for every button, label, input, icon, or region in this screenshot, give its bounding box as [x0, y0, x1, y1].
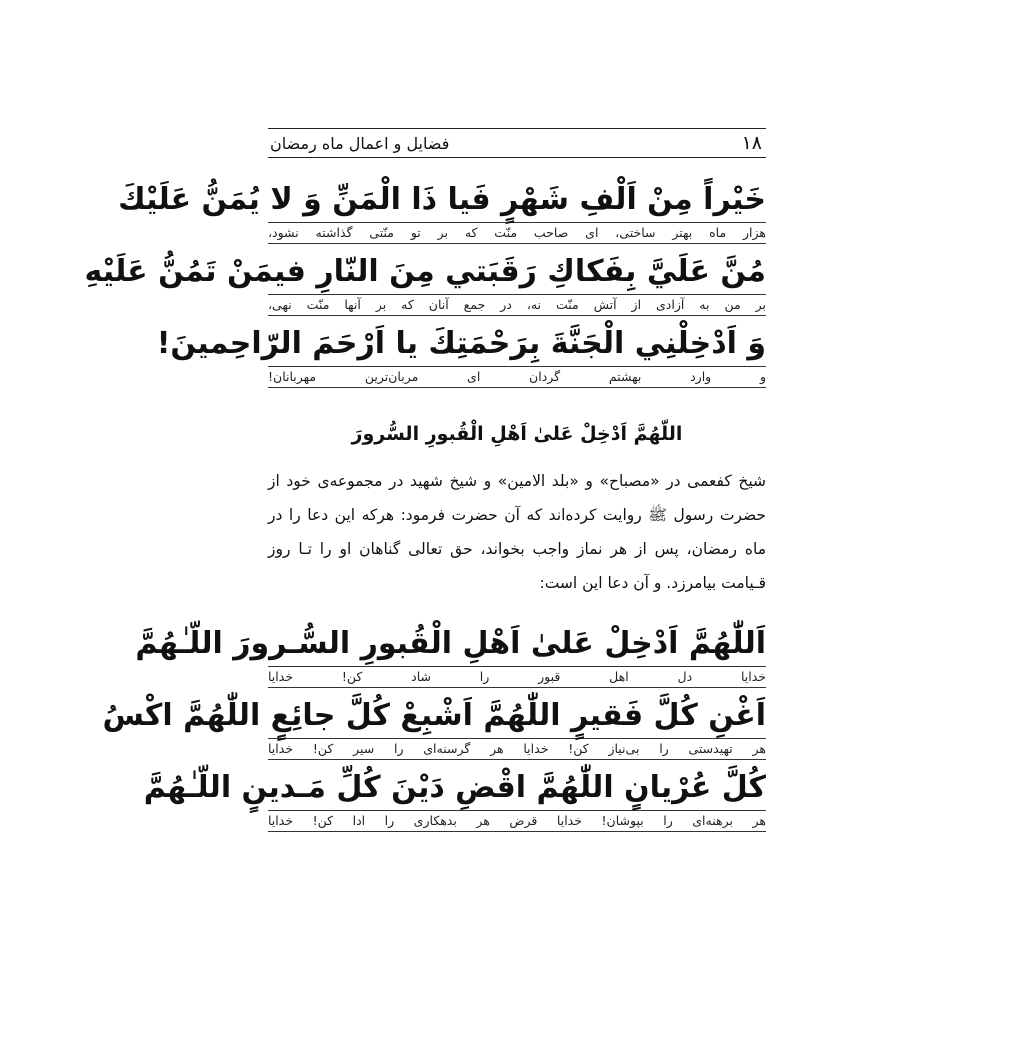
persian-translation: هر تهیدستی را بی‌نیاز کن! خدایا هر گرسنه‌ای را سیر کن! خدایا: [268, 738, 766, 760]
persian-translation: بر من به آزادی از آتش منّت نه، در جمع آنان که بر آنها منّت نهی،: [268, 294, 766, 316]
persian-translation: هزار ماه بهتر ساختی، ای صاحب منّت که بر تو منّتی گذاشته نشود،: [268, 222, 766, 244]
section-heading: اللّهُمَّ اَدْخِلْ عَلیٰ اَهْلِ الْقُبورِ السُّرورَ: [351, 423, 683, 445]
persian-translation: هر برهنه‌ای را بپوشان! خدایا قرض هر بدهکاری را ادا کن! خدایا: [268, 810, 766, 832]
prayer-block-1: [84, 178, 766, 388]
persian-translation: و وارد بهشتم گردان ای مربان‌ترین مهربانان!: [268, 366, 766, 388]
book-page: [84, 128, 766, 832]
page-header: [268, 128, 766, 158]
prayer-block-2: [102, 622, 766, 832]
body-paragraph: شیخ کفعمی در «مصباح» و «بلد الامین» و شیخ شهید در مجموعه‌ی خود از حضرت رسول ﷺ روایت کرده‌اند که آن حضرت فرمود: هرکه این دعا را در ماه رمضان، پس از هر نماز واجب بخواند، حق تعالی گناهان او را تـا روز قـیامت بیامرزد. و آن دعا این است:: [268, 472, 766, 592]
arabic-verse: اَغْنِ كُلَّ فَقيرٍ اللّٰهُمَّ اَشْبِعْ كُلَّ جائِعٍ اللّٰهُمَّ اكْسُ: [102, 698, 766, 733]
arabic-verse: خَيْراً مِنْ اَلْفِ شَهْرٍ فَيا ذَا الْمَنِّ وَ لا يُمَنُّ عَلَيْكَ: [118, 182, 766, 217]
running-title: فضایل و اعمال ماه رمضان: [270, 133, 450, 153]
arabic-verse: وَ اَدْخِلْنِي الْجَنَّةَ بِرَحْمَتِكَ يا اَرْحَمَ الرّاحِمينَ!: [156, 326, 766, 361]
page-number: ۱۸: [741, 132, 762, 154]
arabic-verse: اَللّٰهُمَّ اَدْخِلْ عَلیٰ اَهْلِ الْقُبورِ السُّـرورَ اللّـٰهُمَّ: [135, 626, 766, 661]
arabic-verse: كُلَّ عُرْيانٍ اللّٰهُمَّ اقْضِ دَيْنَ كُلِّ مَـدينٍ اللّـٰهُمَّ: [143, 770, 766, 805]
persian-translation: خدایا دل اهل قبور را شاد کن! خدایا: [268, 666, 766, 688]
arabic-verse: مُنَّ عَلَيَّ بِفَكاكِ رَقَبَتي مِنَ النّارِ فيمَنْ تَمُنُّ عَلَيْهِ: [84, 254, 766, 289]
